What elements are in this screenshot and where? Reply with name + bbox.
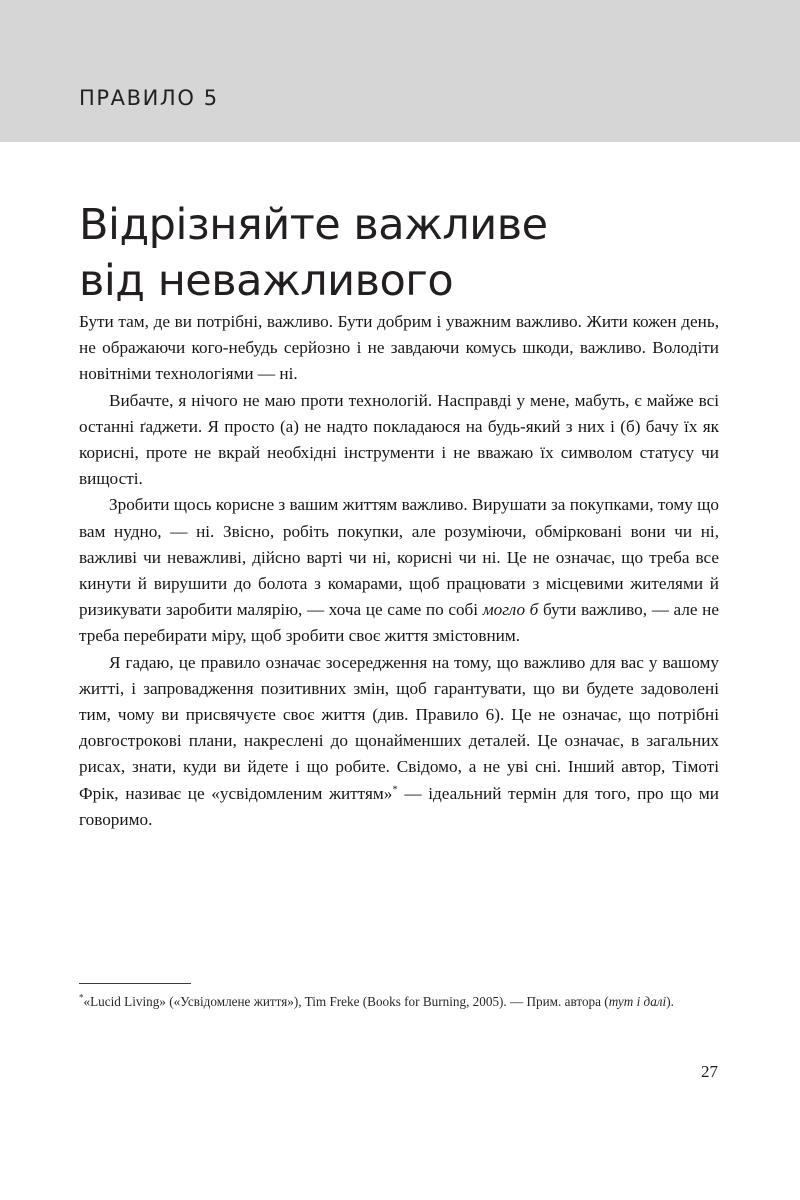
footnote-separator-rule [79, 983, 191, 984]
body-text [79, 309, 719, 833]
page-title-line-2: від неважливого [79, 255, 454, 306]
rule-number-label: ПРАВИЛО 5 [79, 86, 219, 110]
body-paragraph-1: Бути там, де ви потрібні, важливо. Бути добрим і уважним важливо. Жити кожен день, не ображаючи кого-небудь серйозно і не завдаючи комусь шкоди, важливо. Володіти новітніми технологіями — ні. [79, 312, 719, 384]
footnote-block [79, 983, 719, 1012]
footnote-part-b: ). [666, 994, 674, 1009]
paragraph-3-part-a: Зробити щось корисне з вашим життям важливо. Вирушати за покупками, тому що вам нудно, — ні. Звісно, робіть покупки, але розуміючи, обмірковані вони чи ні, важливі чи неважливі, дійсно варті чи ні, корисні чи ні. Це не означає, що треба все кинути й вирушити до болота з комарами, щоб працювати з місцевими жителями й ризикувати заробити малярію, — хоча це саме по собі [79, 495, 719, 620]
body-paragraph-3 [79, 492, 719, 649]
page-number: 27 [701, 1062, 718, 1081]
footnote-marker: * [79, 992, 84, 1003]
footnote-part-a: «Lucid Living» («Усвідомлене життя»), Tim Freke (Books for Burning, 2005). — Прим. автора ( [83, 994, 609, 1009]
footnote-text [79, 992, 719, 1012]
body-paragraph-2: Вибачте, я нічого не маю проти технологій. Насправді у мене, мабуть, є майже всі останні ґаджети. Я просто (а) не надто покладаюся на будь-який з них і (б) бачу їх як корисні, проте не вкрай необхідні інструменти і не вважаю їх символом статусу чи вищості. [79, 390, 719, 489]
body-paragraph-4 [79, 650, 719, 833]
paragraph-4-part-b: — ідеальний термін для того, про що ми говоримо. [79, 783, 719, 829]
page-title [79, 197, 719, 309]
page-title-line-1: Відрізняйте важливе [79, 199, 548, 250]
paragraph-4-part-a: Я гадаю, це правило означає зосередження на тому, що важливо для вас у вашому житті, і запровадження позитивних змін, щоб гарантувати, що ви будете задоволені тим, чому ви присвячуєте своє життя (див. Правило 6). Це не означає, що потрібні довгострокові плани, накреслені до щонайменших деталей. Це означає, в загальних рисах, знати, куди ви йдете і що робите. Свідомо, а не уві сні. Інший автор, Тімоті Фрік, називає це «усвідомленим життям» [79, 652, 719, 803]
paragraph-3-emphasis: могло б [482, 600, 539, 620]
paragraph-3-part-b: бути важливо, — але не треба перебирати міру, щоб зробити своє життя змістовним. [79, 600, 720, 646]
chapter-header-band [0, 0, 800, 142]
footnote-emphasis: тут і далі [608, 994, 667, 1009]
footnote-reference-marker[interactable]: * [392, 783, 398, 795]
